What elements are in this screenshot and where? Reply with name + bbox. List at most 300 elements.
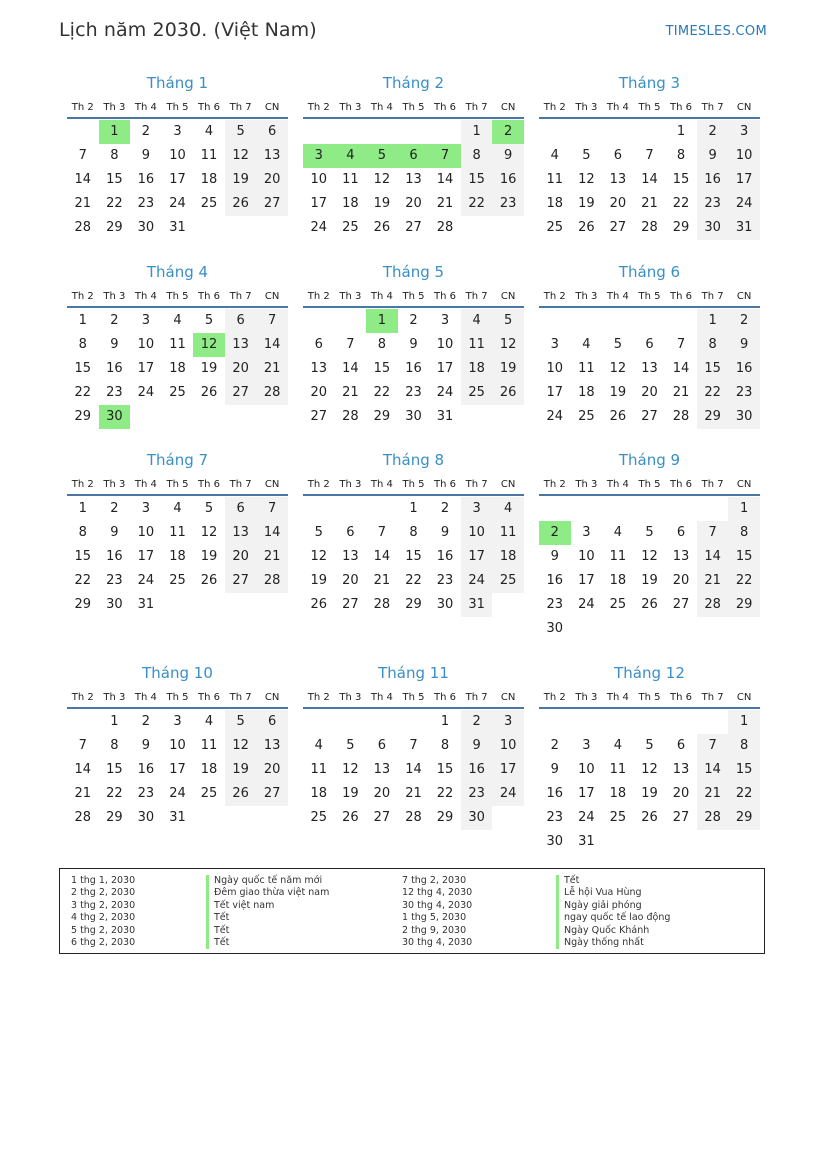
day-cell[interactable]: 19 xyxy=(578,196,595,211)
day-cell[interactable]: 1 xyxy=(78,501,87,516)
day-cell[interactable]: 28 xyxy=(697,593,729,617)
day-cell[interactable]: 19 xyxy=(200,361,218,376)
holiday-day-cell[interactable]: 1 xyxy=(366,309,398,333)
day-cell[interactable]: 25 xyxy=(200,786,218,801)
day-cell[interactable]: 22 xyxy=(436,786,454,801)
day-cell[interactable]: 12 xyxy=(342,762,359,777)
day-cell[interactable]: 31 xyxy=(137,597,155,612)
day-cell[interactable]: 23 xyxy=(137,196,155,211)
day-cell[interactable]: 9 xyxy=(550,549,559,564)
day-cell[interactable]: 19 xyxy=(225,168,257,192)
day-cell[interactable]: 2 xyxy=(440,501,450,516)
day-cell[interactable]: 22 xyxy=(728,569,760,593)
day-cell[interactable]: 2 xyxy=(550,738,559,753)
day-cell[interactable]: 18 xyxy=(546,196,564,211)
day-cell[interactable]: 18 xyxy=(169,361,186,376)
day-cell[interactable]: 13 xyxy=(672,549,690,564)
day-cell[interactable]: 31 xyxy=(461,593,493,617)
day-cell[interactable]: 21 xyxy=(342,385,359,400)
day-cell[interactable]: 13 xyxy=(609,172,627,187)
day-cell[interactable]: 10 xyxy=(461,521,493,545)
day-cell[interactable]: 5 xyxy=(314,525,323,540)
day-cell[interactable]: 16 xyxy=(405,361,422,376)
holiday-day-cell[interactable]: 4 xyxy=(335,144,367,168)
day-cell[interactable]: 17 xyxy=(310,196,328,211)
day-cell[interactable]: 15 xyxy=(697,357,729,381)
day-cell[interactable]: 16 xyxy=(436,549,454,564)
day-cell[interactable]: 20 xyxy=(342,573,359,588)
day-cell[interactable]: 10 xyxy=(137,525,155,540)
day-cell[interactable]: 27 xyxy=(256,192,288,216)
day-cell[interactable]: 4 xyxy=(204,124,214,139)
day-cell[interactable]: 24 xyxy=(546,409,564,424)
day-cell[interactable]: 31 xyxy=(728,216,760,240)
day-cell[interactable]: 18 xyxy=(200,172,218,187)
day-cell[interactable]: 1 xyxy=(110,714,119,729)
day-cell[interactable]: 5 xyxy=(225,710,257,734)
day-cell[interactable]: 30 xyxy=(405,409,422,424)
day-cell[interactable]: 4 xyxy=(613,738,623,753)
day-cell[interactable]: 12 xyxy=(225,144,257,168)
day-cell[interactable]: 6 xyxy=(346,525,355,540)
day-cell[interactable]: 18 xyxy=(492,545,524,569)
day-cell[interactable]: 15 xyxy=(74,361,92,376)
day-cell[interactable]: 10 xyxy=(546,361,564,376)
day-cell[interactable]: 27 xyxy=(373,810,391,825)
day-cell[interactable]: 30 xyxy=(728,405,760,429)
day-cell[interactable]: 12 xyxy=(225,734,257,758)
day-cell[interactable]: 26 xyxy=(492,381,524,405)
day-cell[interactable]: 6 xyxy=(256,120,288,144)
day-cell[interactable]: 3 xyxy=(550,337,559,352)
day-cell[interactable]: 5 xyxy=(645,525,654,540)
day-cell[interactable]: 8 xyxy=(110,738,119,753)
day-cell[interactable]: 27 xyxy=(672,810,690,825)
day-cell[interactable]: 3 xyxy=(141,313,151,328)
day-cell[interactable]: 14 xyxy=(74,172,92,187)
day-cell[interactable]: 11 xyxy=(169,337,186,352)
day-cell[interactable]: 24 xyxy=(169,196,186,211)
day-cell[interactable]: 3 xyxy=(173,714,182,729)
day-cell[interactable]: 23 xyxy=(492,192,524,216)
day-cell[interactable]: 21 xyxy=(373,573,391,588)
day-cell[interactable]: 11 xyxy=(200,738,218,753)
day-cell[interactable]: 9 xyxy=(697,144,729,168)
day-cell[interactable]: 23 xyxy=(106,385,123,400)
day-cell[interactable]: 23 xyxy=(137,786,155,801)
day-cell[interactable]: 26 xyxy=(310,597,328,612)
day-cell[interactable]: 5 xyxy=(204,313,214,328)
day-cell[interactable]: 21 xyxy=(697,782,729,806)
day-cell[interactable]: 25 xyxy=(609,810,627,825)
day-cell[interactable]: 3 xyxy=(582,738,591,753)
day-cell[interactable]: 10 xyxy=(728,144,760,168)
day-cell[interactable]: 21 xyxy=(436,196,454,211)
day-cell[interactable]: 24 xyxy=(728,192,760,216)
day-cell[interactable]: 5 xyxy=(582,148,591,163)
day-cell[interactable]: 29 xyxy=(436,810,454,825)
day-cell[interactable]: 29 xyxy=(106,220,123,235)
day-cell[interactable]: 16 xyxy=(106,549,123,564)
day-cell[interactable]: 1 xyxy=(728,497,760,521)
day-cell[interactable]: 7 xyxy=(697,734,729,758)
day-cell[interactable]: 6 xyxy=(613,148,623,163)
day-cell[interactable]: 24 xyxy=(137,573,155,588)
day-cell[interactable]: 22 xyxy=(373,385,391,400)
day-cell[interactable]: 12 xyxy=(310,549,328,564)
day-cell[interactable]: 8 xyxy=(676,148,686,163)
day-cell[interactable]: 10 xyxy=(492,734,524,758)
day-cell[interactable]: 10 xyxy=(578,762,595,777)
day-cell[interactable]: 17 xyxy=(578,786,595,801)
day-cell[interactable]: 27 xyxy=(256,782,288,806)
day-cell[interactable]: 7 xyxy=(676,337,686,352)
day-cell[interactable]: 16 xyxy=(492,168,524,192)
day-cell[interactable]: 29 xyxy=(373,409,391,424)
day-cell[interactable]: 28 xyxy=(405,810,422,825)
day-cell[interactable]: 12 xyxy=(641,762,658,777)
day-cell[interactable]: 11 xyxy=(342,172,359,187)
day-cell[interactable]: 14 xyxy=(641,172,658,187)
day-cell[interactable]: 14 xyxy=(373,549,391,564)
day-cell[interactable]: 17 xyxy=(137,549,155,564)
day-cell[interactable]: 1 xyxy=(461,120,493,144)
day-cell[interactable]: 6 xyxy=(314,337,323,352)
day-cell[interactable]: 6 xyxy=(225,309,257,333)
day-cell[interactable]: 1 xyxy=(676,124,686,139)
day-cell[interactable]: 9 xyxy=(461,734,493,758)
day-cell[interactable]: 29 xyxy=(405,597,422,612)
day-cell[interactable]: 5 xyxy=(204,501,214,516)
day-cell[interactable]: 21 xyxy=(74,196,92,211)
day-cell[interactable]: 26 xyxy=(225,192,257,216)
day-cell[interactable]: 31 xyxy=(169,220,186,235)
day-cell[interactable]: 28 xyxy=(256,569,288,593)
day-cell[interactable]: 19 xyxy=(641,786,658,801)
day-cell[interactable]: 16 xyxy=(728,357,760,381)
day-cell[interactable]: 14 xyxy=(74,762,92,777)
holiday-day-cell[interactable]: 2 xyxy=(492,120,524,144)
day-cell[interactable]: 17 xyxy=(169,762,186,777)
day-cell[interactable]: 3 xyxy=(440,313,450,328)
day-cell[interactable]: 6 xyxy=(645,337,654,352)
day-cell[interactable]: 13 xyxy=(672,762,690,777)
day-cell[interactable]: 27 xyxy=(225,569,257,593)
day-cell[interactable]: 30 xyxy=(697,216,729,240)
day-cell[interactable]: 5 xyxy=(492,309,524,333)
day-cell[interactable]: 11 xyxy=(169,525,186,540)
day-cell[interactable]: 18 xyxy=(342,196,359,211)
day-cell[interactable]: 29 xyxy=(74,597,92,612)
day-cell[interactable]: 30 xyxy=(436,597,454,612)
site-link[interactable]: TIMESLES.COM xyxy=(665,24,767,39)
day-cell[interactable]: 12 xyxy=(578,172,595,187)
day-cell[interactable]: 18 xyxy=(609,573,627,588)
day-cell[interactable]: 4 xyxy=(582,337,591,352)
holiday-day-cell[interactable]: 12 xyxy=(193,333,225,357)
day-cell[interactable]: 2 xyxy=(110,501,119,516)
day-cell[interactable]: 26 xyxy=(200,385,218,400)
day-cell[interactable]: 10 xyxy=(436,337,454,352)
day-cell[interactable]: 25 xyxy=(169,385,186,400)
day-cell[interactable]: 22 xyxy=(74,385,92,400)
day-cell[interactable]: 11 xyxy=(546,172,564,187)
day-cell[interactable]: 2 xyxy=(141,124,151,139)
day-cell[interactable]: 24 xyxy=(436,385,454,400)
day-cell[interactable]: 7 xyxy=(78,738,87,753)
holiday-day-cell[interactable]: 30 xyxy=(99,405,131,429)
day-cell[interactable]: 4 xyxy=(492,497,524,521)
day-cell[interactable]: 26 xyxy=(225,782,257,806)
day-cell[interactable]: 30 xyxy=(546,834,564,849)
day-cell[interactable]: 14 xyxy=(342,361,359,376)
day-cell[interactable]: 27 xyxy=(609,220,627,235)
day-cell[interactable]: 13 xyxy=(373,762,391,777)
day-cell[interactable]: 4 xyxy=(314,738,323,753)
day-cell[interactable]: 11 xyxy=(609,762,627,777)
day-cell[interactable]: 13 xyxy=(225,333,257,357)
day-cell[interactable]: 8 xyxy=(440,738,450,753)
day-cell[interactable]: 6 xyxy=(256,710,288,734)
day-cell[interactable]: 9 xyxy=(141,148,151,163)
day-cell[interactable]: 28 xyxy=(436,220,454,235)
day-cell[interactable]: 4 xyxy=(550,148,559,163)
day-cell[interactable]: 17 xyxy=(728,168,760,192)
day-cell[interactable]: 27 xyxy=(310,409,328,424)
day-cell[interactable]: 7 xyxy=(697,521,729,545)
day-cell[interactable]: 11 xyxy=(609,549,627,564)
day-cell[interactable]: 15 xyxy=(405,549,422,564)
day-cell[interactable]: 13 xyxy=(256,144,288,168)
day-cell[interactable]: 2 xyxy=(110,313,119,328)
day-cell[interactable]: 11 xyxy=(461,333,493,357)
day-cell[interactable]: 9 xyxy=(440,525,450,540)
day-cell[interactable]: 17 xyxy=(137,361,155,376)
day-cell[interactable]: 29 xyxy=(728,806,760,830)
day-cell[interactable]: 13 xyxy=(405,172,422,187)
day-cell[interactable]: 7 xyxy=(645,148,654,163)
day-cell[interactable]: 11 xyxy=(578,361,595,376)
day-cell[interactable]: 20 xyxy=(672,786,690,801)
day-cell[interactable]: 15 xyxy=(106,172,123,187)
day-cell[interactable]: 4 xyxy=(461,309,493,333)
day-cell[interactable]: 12 xyxy=(200,525,218,540)
day-cell[interactable]: 18 xyxy=(310,786,328,801)
day-cell[interactable]: 7 xyxy=(409,738,418,753)
day-cell[interactable]: 18 xyxy=(169,549,186,564)
day-cell[interactable]: 13 xyxy=(641,361,658,376)
day-cell[interactable]: 25 xyxy=(546,220,564,235)
day-cell[interactable]: 16 xyxy=(461,758,493,782)
day-cell[interactable]: 5 xyxy=(225,120,257,144)
day-cell[interactable]: 24 xyxy=(578,597,595,612)
day-cell[interactable]: 12 xyxy=(373,172,391,187)
day-cell[interactable]: 18 xyxy=(200,762,218,777)
day-cell[interactable]: 23 xyxy=(106,573,123,588)
day-cell[interactable]: 20 xyxy=(225,357,257,381)
day-cell[interactable]: 28 xyxy=(672,409,690,424)
day-cell[interactable]: 4 xyxy=(204,714,214,729)
day-cell[interactable]: 9 xyxy=(728,333,760,357)
day-cell[interactable]: 13 xyxy=(256,734,288,758)
day-cell[interactable]: 19 xyxy=(492,357,524,381)
day-cell[interactable]: 3 xyxy=(461,497,493,521)
day-cell[interactable]: 17 xyxy=(436,361,454,376)
day-cell[interactable]: 23 xyxy=(436,573,454,588)
day-cell[interactable]: 29 xyxy=(106,810,123,825)
day-cell[interactable]: 6 xyxy=(225,497,257,521)
day-cell[interactable]: 12 xyxy=(609,361,627,376)
day-cell[interactable]: 20 xyxy=(256,758,288,782)
day-cell[interactable]: 10 xyxy=(578,549,595,564)
day-cell[interactable]: 22 xyxy=(74,573,92,588)
day-cell[interactable]: 21 xyxy=(256,357,288,381)
day-cell[interactable]: 3 xyxy=(728,120,760,144)
day-cell[interactable]: 1 xyxy=(728,710,760,734)
day-cell[interactable]: 31 xyxy=(169,810,186,825)
day-cell[interactable]: 20 xyxy=(256,168,288,192)
day-cell[interactable]: 28 xyxy=(74,220,92,235)
day-cell[interactable]: 14 xyxy=(697,545,729,569)
day-cell[interactable]: 8 xyxy=(78,337,87,352)
day-cell[interactable]: 5 xyxy=(645,738,654,753)
day-cell[interactable]: 25 xyxy=(200,196,218,211)
day-cell[interactable]: 21 xyxy=(641,196,658,211)
day-cell[interactable]: 28 xyxy=(697,806,729,830)
day-cell[interactable]: 23 xyxy=(405,385,422,400)
day-cell[interactable]: 22 xyxy=(697,381,729,405)
holiday-day-cell[interactable]: 6 xyxy=(398,144,430,168)
day-cell[interactable]: 13 xyxy=(225,521,257,545)
day-cell[interactable]: 30 xyxy=(106,597,123,612)
day-cell[interactable]: 2 xyxy=(461,710,493,734)
day-cell[interactable]: 8 xyxy=(377,337,387,352)
day-cell[interactable]: 8 xyxy=(728,734,760,758)
day-cell[interactable]: 29 xyxy=(697,405,729,429)
day-cell[interactable]: 25 xyxy=(461,381,493,405)
day-cell[interactable]: 26 xyxy=(641,597,658,612)
day-cell[interactable]: 27 xyxy=(342,597,359,612)
day-cell[interactable]: 30 xyxy=(137,810,155,825)
day-cell[interactable]: 25 xyxy=(492,569,524,593)
holiday-day-cell[interactable]: 7 xyxy=(429,144,461,168)
day-cell[interactable]: 7 xyxy=(346,337,355,352)
day-cell[interactable]: 4 xyxy=(173,313,182,328)
day-cell[interactable]: 29 xyxy=(74,409,92,424)
day-cell[interactable]: 22 xyxy=(461,192,493,216)
day-cell[interactable]: 27 xyxy=(405,220,422,235)
day-cell[interactable]: 28 xyxy=(342,409,359,424)
day-cell[interactable]: 5 xyxy=(613,337,623,352)
holiday-day-cell[interactable]: 3 xyxy=(303,144,335,168)
day-cell[interactable]: 13 xyxy=(342,549,359,564)
day-cell[interactable]: 25 xyxy=(578,409,595,424)
day-cell[interactable]: 8 xyxy=(697,333,729,357)
day-cell[interactable]: 3 xyxy=(582,525,591,540)
day-cell[interactable]: 15 xyxy=(74,549,92,564)
day-cell[interactable]: 5 xyxy=(346,738,355,753)
day-cell[interactable]: 1 xyxy=(697,309,729,333)
day-cell[interactable]: 25 xyxy=(169,573,186,588)
day-cell[interactable]: 16 xyxy=(697,168,729,192)
day-cell[interactable]: 1 xyxy=(78,313,87,328)
holiday-day-cell[interactable]: 5 xyxy=(366,144,398,168)
day-cell[interactable]: 10 xyxy=(169,738,186,753)
day-cell[interactable]: 19 xyxy=(310,573,328,588)
day-cell[interactable]: 28 xyxy=(373,597,391,612)
day-cell[interactable]: 16 xyxy=(137,762,155,777)
day-cell[interactable]: 14 xyxy=(436,172,454,187)
holiday-day-cell[interactable]: 2 xyxy=(539,521,571,545)
day-cell[interactable]: 30 xyxy=(137,220,155,235)
day-cell[interactable]: 8 xyxy=(728,521,760,545)
day-cell[interactable]: 18 xyxy=(609,786,627,801)
day-cell[interactable]: 25 xyxy=(310,810,328,825)
day-cell[interactable]: 4 xyxy=(613,525,623,540)
day-cell[interactable]: 15 xyxy=(728,758,760,782)
day-cell[interactable]: 7 xyxy=(256,497,288,521)
day-cell[interactable]: 27 xyxy=(225,381,257,405)
day-cell[interactable]: 24 xyxy=(310,220,328,235)
day-cell[interactable]: 20 xyxy=(641,385,658,400)
day-cell[interactable]: 6 xyxy=(676,525,686,540)
day-cell[interactable]: 28 xyxy=(256,381,288,405)
day-cell[interactable]: 12 xyxy=(492,333,524,357)
day-cell[interactable]: 26 xyxy=(342,810,359,825)
day-cell[interactable]: 7 xyxy=(78,148,87,163)
day-cell[interactable]: 19 xyxy=(342,786,359,801)
day-cell[interactable]: 21 xyxy=(405,786,422,801)
day-cell[interactable]: 17 xyxy=(169,172,186,187)
day-cell[interactable]: 11 xyxy=(200,148,218,163)
day-cell[interactable]: 2 xyxy=(409,313,418,328)
day-cell[interactable]: 9 xyxy=(550,762,559,777)
day-cell[interactable]: 1 xyxy=(440,714,450,729)
day-cell[interactable]: 14 xyxy=(256,521,288,545)
day-cell[interactable]: 19 xyxy=(641,573,658,588)
day-cell[interactable]: 24 xyxy=(137,385,155,400)
day-cell[interactable]: 20 xyxy=(405,196,422,211)
day-cell[interactable]: 22 xyxy=(405,573,422,588)
day-cell[interactable]: 11 xyxy=(310,762,328,777)
day-cell[interactable]: 20 xyxy=(672,573,690,588)
day-cell[interactable]: 18 xyxy=(461,357,493,381)
day-cell[interactable]: 17 xyxy=(492,758,524,782)
day-cell[interactable]: 20 xyxy=(225,545,257,569)
day-cell[interactable]: 14 xyxy=(697,758,729,782)
day-cell[interactable]: 2 xyxy=(728,309,760,333)
day-cell[interactable]: 9 xyxy=(409,337,418,352)
day-cell[interactable]: 27 xyxy=(672,597,690,612)
day-cell[interactable]: 12 xyxy=(641,549,658,564)
day-cell[interactable]: 22 xyxy=(106,196,123,211)
day-cell[interactable]: 15 xyxy=(106,762,123,777)
day-cell[interactable]: 3 xyxy=(141,501,151,516)
day-cell[interactable]: 6 xyxy=(377,738,387,753)
day-cell[interactable]: 13 xyxy=(310,361,328,376)
day-cell[interactable]: 26 xyxy=(373,220,391,235)
day-cell[interactable]: 9 xyxy=(110,337,119,352)
day-cell[interactable]: 7 xyxy=(377,525,387,540)
day-cell[interactable]: 26 xyxy=(200,573,218,588)
day-cell[interactable]: 22 xyxy=(672,196,690,211)
day-cell[interactable]: 9 xyxy=(492,144,524,168)
day-cell[interactable]: 15 xyxy=(373,361,391,376)
day-cell[interactable]: 2 xyxy=(697,120,729,144)
day-cell[interactable]: 19 xyxy=(609,385,627,400)
day-cell[interactable]: 15 xyxy=(461,168,493,192)
day-cell[interactable]: 29 xyxy=(672,220,690,235)
